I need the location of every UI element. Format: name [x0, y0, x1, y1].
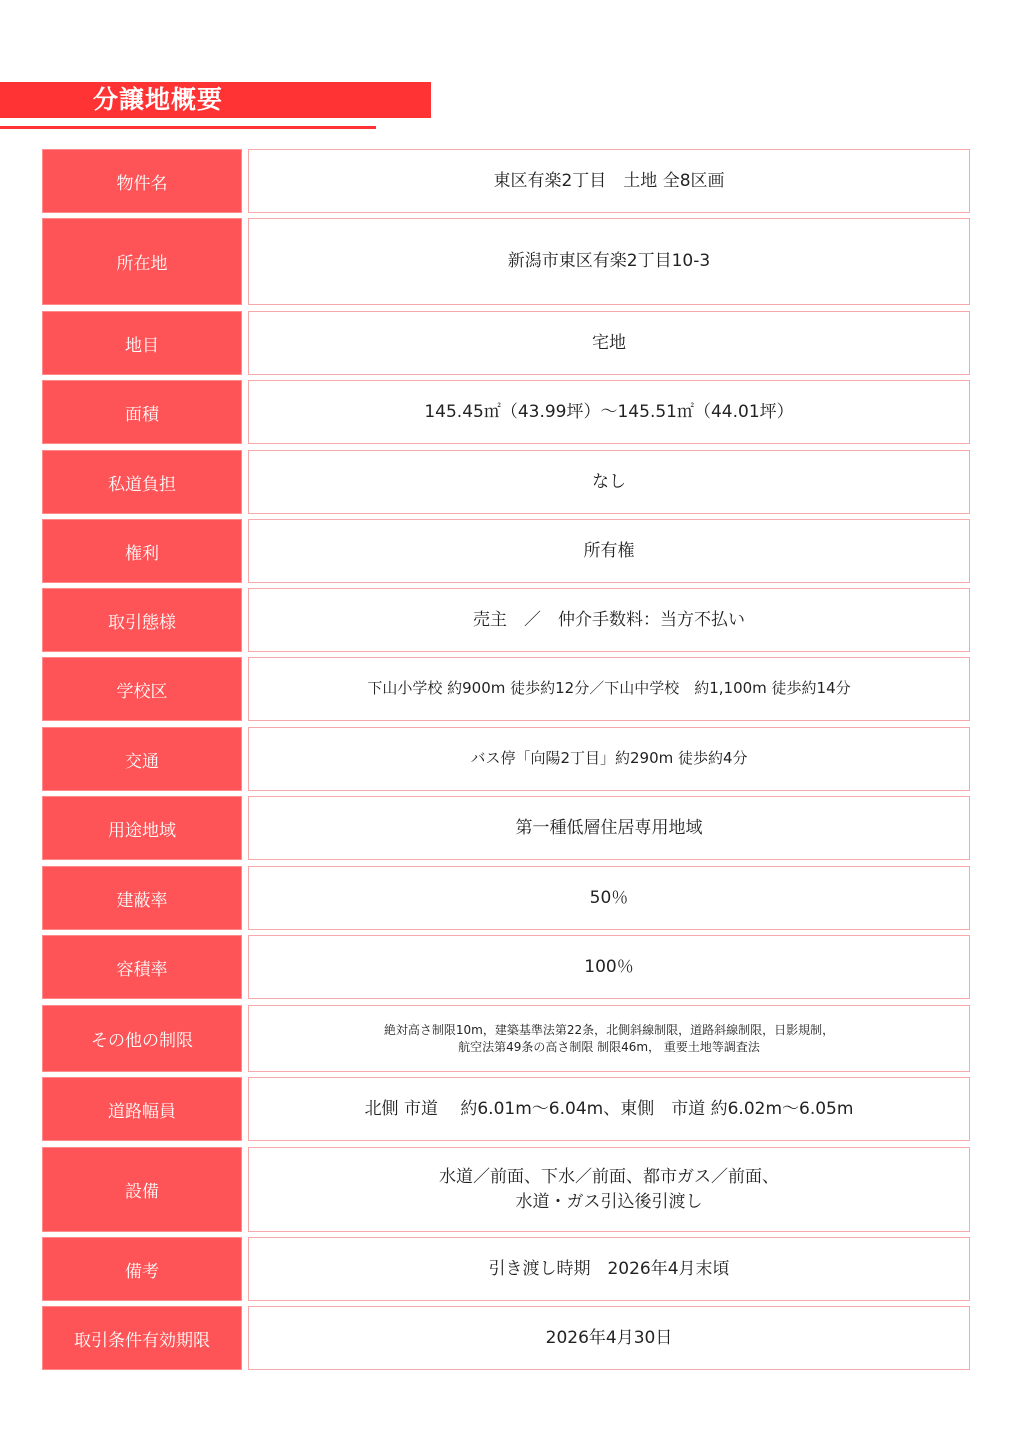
row-school-district — [42, 657, 970, 721]
value-line: 第一種低層住居専用地域 — [515, 817, 703, 838]
row-value — [248, 1005, 970, 1072]
row-value — [248, 218, 970, 305]
row-label: 学校区 — [42, 657, 242, 721]
row-property-name — [42, 149, 970, 213]
row-label: 容積率 — [42, 935, 242, 999]
row-transaction-type — [42, 588, 970, 652]
row-facilities — [42, 1147, 970, 1232]
row-private-road — [42, 450, 970, 514]
row-zoning — [42, 796, 970, 860]
row-label: 用途地域 — [42, 796, 242, 860]
value-line: 引き渡し時期 2026年4月末頃 — [488, 1258, 730, 1279]
row-transport — [42, 727, 970, 791]
row-value — [248, 657, 970, 721]
value-line: 航空法第49条の高さ制限 制限46m， 重要土地等調査法 — [458, 1039, 760, 1054]
row-value — [248, 519, 970, 583]
row-label: 地目 — [42, 311, 242, 375]
row-label: 取引態様 — [42, 588, 242, 652]
row-value — [248, 588, 970, 652]
value-line: 50％ — [589, 887, 629, 908]
row-value — [248, 311, 970, 375]
row-label: 権利 — [42, 519, 242, 583]
row-label: 建蔽率 — [42, 866, 242, 930]
row-value — [248, 1147, 970, 1232]
value-line: 東区有楽2丁目 土地 全8区画 — [493, 170, 725, 191]
row-label: その他の制限 — [42, 1005, 242, 1072]
row-value — [248, 1237, 970, 1301]
row-value — [248, 149, 970, 213]
row-value — [248, 380, 970, 444]
value-line: 下山小学校 約900m 徒歩約12分／下山中学校 約1,100m 徒歩約14分 — [367, 679, 851, 698]
title-underline — [0, 126, 376, 129]
value-line: バス停「向陽2丁目」約290m 徒歩約4分 — [470, 749, 748, 768]
row-value — [248, 935, 970, 999]
row-label: 設備 — [42, 1147, 242, 1232]
row-rights — [42, 519, 970, 583]
row-label: 備考 — [42, 1237, 242, 1301]
row-value — [248, 866, 970, 930]
row-label: 物件名 — [42, 149, 242, 213]
row-label: 所在地 — [42, 218, 242, 305]
value-line: 145.45㎡（43.99坪）～145.51㎡（44.01坪） — [424, 401, 794, 422]
row-road-width — [42, 1077, 970, 1141]
row-value — [248, 727, 970, 791]
value-line: 宅地 — [592, 332, 626, 353]
row-other-restrictions — [42, 1005, 970, 1072]
value-line: 絶対高さ制限10m，建築基準法第22条，北側斜線制限，道路斜線制限，日影規制， — [383, 1022, 835, 1037]
value-line: なし — [592, 471, 626, 492]
row-remarks — [42, 1237, 970, 1301]
row-offer-expiry — [42, 1306, 970, 1370]
row-label: 取引条件有効期限 — [42, 1306, 242, 1370]
row-label: 面積 — [42, 380, 242, 444]
row-label: 交通 — [42, 727, 242, 791]
section-title: 分譲地概要 — [93, 85, 224, 114]
value-line: 売主 ／ 仲介手数料：当方不払い — [473, 609, 745, 630]
value-line: 水道／前面、下水／前面、都市ガス／前面、 — [439, 1166, 779, 1187]
row-value — [248, 1077, 970, 1141]
row-label: 道路幅員 — [42, 1077, 242, 1141]
value-line: 100％ — [584, 956, 634, 977]
value-line: 所有権 — [583, 540, 635, 561]
value-line: 北側 市道 約6.01m～6.04m、東側 市道 約6.02m～6.05m — [364, 1098, 854, 1119]
row-building-coverage — [42, 866, 970, 930]
row-area — [42, 380, 970, 444]
value-line: 水道・ガス引込後引渡し — [515, 1191, 703, 1212]
row-location — [42, 218, 970, 305]
row-value — [248, 1306, 970, 1370]
value-line: 2026年4月30日 — [545, 1327, 673, 1348]
row-floor-area-ratio — [42, 935, 970, 999]
row-label: 私道負担 — [42, 450, 242, 514]
value-line: 新潟市東区有楽2丁目10-3 — [507, 251, 711, 272]
row-value — [248, 450, 970, 514]
row-value — [248, 796, 970, 860]
row-land-category — [42, 311, 970, 375]
